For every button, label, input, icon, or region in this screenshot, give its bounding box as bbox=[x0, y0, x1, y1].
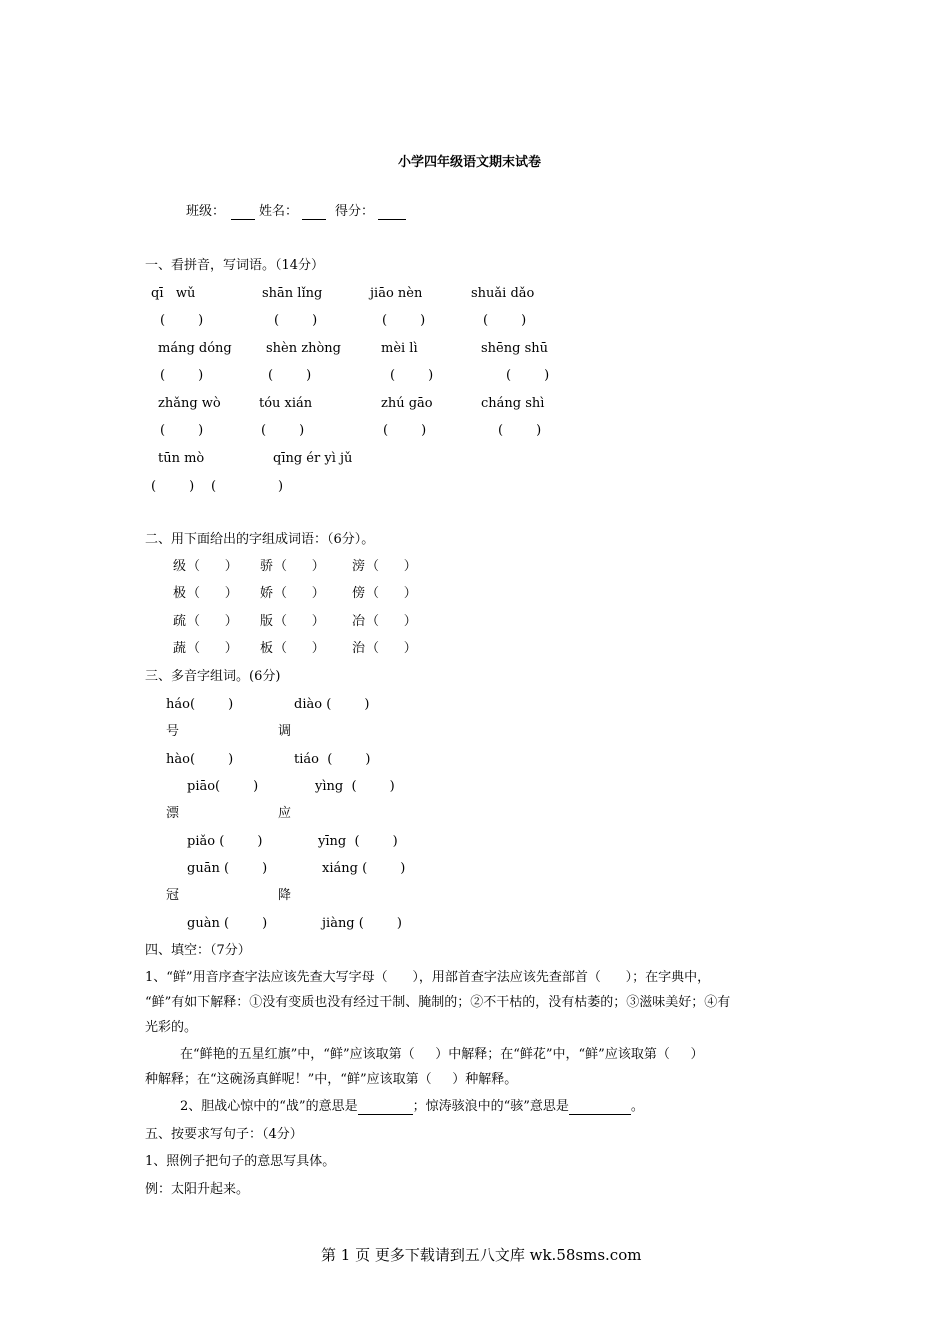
fill-in-text: 。 bbox=[630, 1099, 644, 1114]
class-blank[interactable] bbox=[231, 204, 255, 220]
section-3-heading: 三、多音字组词。(6分) bbox=[145, 669, 281, 684]
char-item: 板 bbox=[260, 641, 274, 656]
section-4-heading: 四、填空：（7分） bbox=[145, 943, 251, 958]
section-1-heading: 一、看拼音，写词语。（14分） bbox=[145, 258, 325, 273]
answer-blank[interactable]: ( ) bbox=[160, 368, 204, 383]
pinyin-item: mèi lì bbox=[381, 341, 418, 356]
pinyin-item: máng dóng bbox=[158, 341, 232, 356]
answer-blank-long[interactable]: ( ) bbox=[211, 479, 284, 494]
paragraph-line: 1、照例子把句子的意思写具体。 bbox=[145, 1154, 336, 1169]
name-blank[interactable] bbox=[302, 204, 326, 220]
pinyin-item: shēng shū bbox=[481, 341, 548, 356]
char-item: 极 bbox=[173, 586, 187, 601]
pinyin-item: cháng shì bbox=[481, 396, 545, 411]
answer-blank[interactable]: ( ) bbox=[274, 313, 318, 328]
char-item: 滂 bbox=[352, 559, 366, 574]
pinyin-item: shèn zhòng bbox=[266, 341, 341, 356]
polyphone-item: guān ( ) bbox=[187, 861, 268, 876]
char-item: 冶 bbox=[352, 614, 366, 629]
score-label: 得分： bbox=[335, 204, 375, 219]
pinyin-item: zhǎng wò bbox=[158, 396, 221, 411]
answer-blank[interactable]: ( ) bbox=[160, 423, 204, 438]
answer-blank[interactable]: （ ） bbox=[274, 559, 325, 574]
polyphone-char: 应 bbox=[278, 806, 292, 821]
char-item: 傍 bbox=[352, 586, 366, 601]
polyphone-item: hào( ) bbox=[166, 752, 234, 767]
answer-blank[interactable]: ( ) bbox=[390, 368, 434, 383]
char-item: 娇 bbox=[260, 586, 274, 601]
section-2-heading: 二、用下面给出的字组成词语：（6分）。 bbox=[145, 532, 375, 547]
polyphone-item: háo( ) bbox=[166, 697, 234, 712]
answer-underline[interactable] bbox=[358, 1100, 413, 1115]
paragraph-line: 种解释；在“这碗汤真鲜呢！”中，“鲜”应该取第（ ）种解释。 bbox=[145, 1072, 518, 1087]
answer-blank[interactable]: （ ） bbox=[187, 559, 238, 574]
answer-blank[interactable]: ( ) bbox=[483, 313, 527, 328]
char-item: 治 bbox=[352, 641, 366, 656]
polyphone-char: 漂 bbox=[166, 806, 180, 821]
name-label: 姓名： bbox=[259, 204, 299, 219]
answer-blank[interactable]: （ ） bbox=[274, 641, 325, 656]
score-blank[interactable] bbox=[378, 204, 406, 220]
pinyin-item: qīng ér yì jǔ bbox=[273, 451, 353, 466]
paragraph-line: 光彩的。 bbox=[145, 1020, 198, 1035]
char-item: 蔬 bbox=[173, 641, 187, 656]
answer-blank[interactable]: （ ） bbox=[366, 586, 417, 601]
page-footer: 第 1 页 更多下载请到五八文库 wk.58sms.com bbox=[321, 1246, 642, 1264]
paragraph-line: 在“鲜艳的五星红旗”中，“鲜”应该取第（ ）中解释；在“鲜花”中，“鲜”应该取第（ ） bbox=[180, 1047, 704, 1062]
pinyin-item: tūn mò bbox=[158, 451, 205, 466]
pinyin-item: jiāo nèn bbox=[370, 286, 423, 301]
char-item: 级 bbox=[173, 559, 187, 574]
polyphone-item: tiáo ( ) bbox=[294, 752, 371, 767]
polyphone-item: jiàng ( ) bbox=[322, 916, 402, 931]
fill-in-text: ；惊涛骇浪中的“骇”意思是 bbox=[412, 1099, 569, 1114]
answer-blank[interactable]: ( ) bbox=[151, 479, 195, 494]
polyphone-item: xiáng ( ) bbox=[322, 861, 406, 876]
answer-blank[interactable]: ( ) bbox=[160, 313, 204, 328]
answer-blank[interactable]: （ ） bbox=[366, 559, 417, 574]
pinyin-item: shān lǐng bbox=[262, 286, 323, 301]
answer-blank[interactable]: ( ) bbox=[506, 368, 550, 383]
polyphone-item: guàn ( ) bbox=[187, 916, 268, 931]
section-5-heading: 五、按要求写句子：（4分） bbox=[145, 1127, 303, 1142]
polyphone-char: 冠 bbox=[166, 888, 180, 903]
paragraph-line: “鲜”有如下解释：①没有变质也没有经过干制、腌制的；②不干枯的，没有枯萎的；③滋味美好；④有 bbox=[145, 995, 731, 1010]
answer-blank[interactable]: （ ） bbox=[187, 586, 238, 601]
answer-blank[interactable]: ( ) bbox=[383, 423, 427, 438]
answer-blank[interactable]: ( ) bbox=[268, 368, 312, 383]
pinyin-item: zhú gāo bbox=[381, 396, 433, 411]
fill-in-text: 2、胆战心惊中的“战”的意思是 bbox=[180, 1099, 358, 1114]
page-title: 小学四年级语文期末试卷 bbox=[398, 155, 542, 170]
answer-blank[interactable]: （ ） bbox=[187, 614, 238, 629]
answer-blank[interactable]: （ ） bbox=[366, 614, 417, 629]
pinyin-item: tóu xián bbox=[259, 396, 313, 411]
answer-blank[interactable]: （ ） bbox=[274, 586, 325, 601]
class-label: 班级： bbox=[186, 204, 226, 219]
polyphone-item: yīng ( ) bbox=[318, 834, 398, 849]
polyphone-char: 号 bbox=[166, 724, 180, 739]
fill-in-line bbox=[180, 1099, 644, 1115]
char-item: 骄 bbox=[260, 559, 274, 574]
char-item: 疏 bbox=[173, 614, 187, 629]
answer-blank[interactable]: ( ) bbox=[498, 423, 542, 438]
answer-blank[interactable]: ( ) bbox=[382, 313, 426, 328]
char-item: 版 bbox=[260, 614, 274, 629]
paragraph-line: 1、“鲜”用音序查字法应该先查大写字母（ ），用部首查字法应该先查部首（ ）；在字典中， bbox=[145, 970, 711, 985]
answer-blank[interactable]: ( ) bbox=[261, 423, 305, 438]
paragraph-line: 例：太阳升起来。 bbox=[145, 1182, 250, 1197]
answer-blank[interactable]: （ ） bbox=[187, 641, 238, 656]
pinyin-item: qī wǔ bbox=[151, 286, 196, 301]
polyphone-char: 降 bbox=[278, 888, 292, 903]
answer-underline[interactable] bbox=[569, 1100, 631, 1115]
pinyin-item: shuǎi dǎo bbox=[471, 286, 535, 301]
answer-blank[interactable]: （ ） bbox=[274, 614, 325, 629]
polyphone-item: piāo( ) bbox=[187, 779, 259, 794]
polyphone-char: 调 bbox=[278, 724, 292, 739]
answer-blank[interactable]: （ ） bbox=[366, 641, 417, 656]
polyphone-item: yìng ( ) bbox=[315, 779, 395, 794]
polyphone-item: diào ( ) bbox=[294, 697, 370, 712]
polyphone-item: piǎo ( ) bbox=[187, 834, 263, 849]
